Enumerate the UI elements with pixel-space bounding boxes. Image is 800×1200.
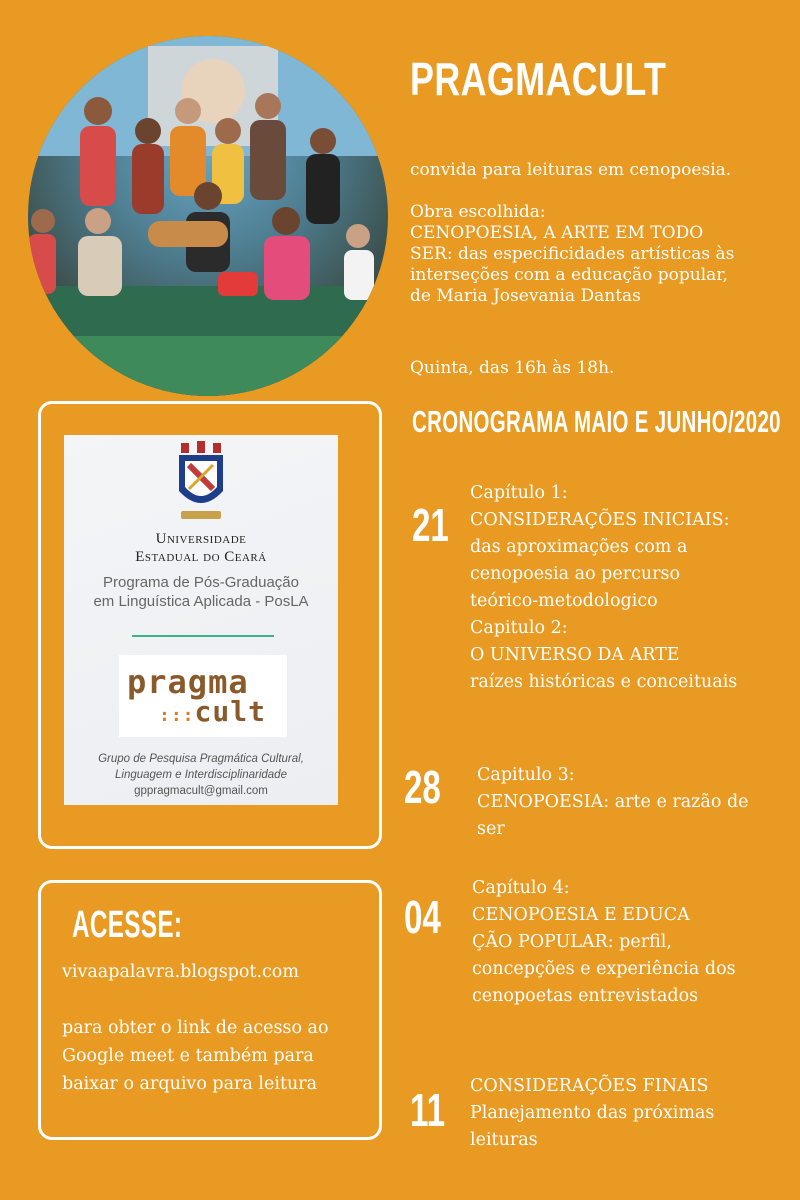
entry-line: CENOPOESIA E EDUCA: [472, 905, 690, 925]
research-group-line1: Grupo de Pesquisa Pragmática Cultural,: [98, 753, 304, 765]
program-name-line1: Programa de Pós-Graduação: [103, 574, 299, 591]
schedule-entry: [472, 875, 792, 1010]
meeting-time: Quinta, das 16h às 18h.: [410, 358, 615, 378]
entry-line: leituras: [470, 1130, 538, 1150]
work-label: Obra escolhida:: [410, 202, 546, 222]
research-group-email: gppragmacult@gmail.com: [134, 785, 268, 797]
schedule-day: 04: [404, 891, 441, 943]
logo-word-cult: [159, 695, 266, 728]
entry-line: Capitulo 2:: [470, 618, 568, 638]
entry-line: das aproximações com a: [470, 537, 688, 557]
access-instructions: para obter o link de acesso ao Google meet e também para baixar o arquivo para leitura: [62, 1018, 329, 1094]
entry-line: cenopoesia ao percurso: [470, 564, 681, 584]
entry-line: Capitulo 3:: [477, 765, 575, 785]
work-line: CENOPOESIA, A ARTE EM TODO: [410, 223, 704, 243]
university-name-line1: Universidade: [155, 531, 247, 547]
work-line: interseções com a educação popular,: [410, 265, 728, 285]
invite-text: convida para leituras em cenopoesia.: [410, 160, 732, 180]
access-title: ACESSE:: [72, 904, 183, 946]
work-line: de Maria Josevania Dantas: [410, 286, 641, 306]
pragmacult-logo: [119, 655, 287, 737]
entry-line: Capítulo 1:: [470, 483, 568, 503]
schedule-entry: [477, 762, 797, 843]
logo-word-pragma: pragma: [127, 663, 249, 701]
university-crest-icon: [175, 441, 227, 527]
group-photo: [28, 36, 388, 396]
schedule-entry: [470, 1073, 790, 1154]
work-line: SER: das especificidades artísticas às: [410, 244, 735, 264]
entry-line: ÇÃO POPULAR: perfil,: [472, 932, 672, 952]
program-name-line2: em Linguística Aplicada - PosLA: [93, 593, 309, 610]
research-group-line2: Linguagem e Interdisciplinaridade: [115, 769, 287, 781]
group-photo-illustration: [28, 36, 388, 396]
schedule-title: CRONOGRAMA MAIO E JUNHO/2020: [412, 404, 781, 439]
entry-line: CONSIDERAÇÕES INICIAIS:: [470, 510, 730, 530]
access-body: [62, 958, 374, 1098]
intro-text: [410, 160, 790, 307]
entry-line: concepções e experiência dos: [472, 959, 736, 979]
blog-link[interactable]: vivaapalavra.blogspot.com: [62, 962, 299, 982]
entry-line: ser: [477, 819, 505, 839]
schedule-entry: [470, 480, 790, 696]
schedule-day: 21: [412, 499, 449, 551]
logo-cult-text: cult: [194, 695, 266, 728]
university-name-line2: Estadual do Ceará: [135, 549, 267, 565]
entry-line: CONSIDERAÇÕES FINAIS: [470, 1076, 709, 1096]
divider-line: [132, 635, 274, 637]
entry-line: teórico-metodologico: [470, 591, 658, 611]
entry-line: cenopoetas entrevistados: [472, 986, 699, 1006]
entry-line: CENOPOESIA: arte e razão de: [477, 792, 749, 812]
logo-dots: :::: [159, 705, 195, 726]
entry-line: Planejamento das próximas: [470, 1103, 715, 1123]
brand-title: PRAGMACULT: [410, 53, 667, 105]
schedule-day: 11: [410, 1084, 446, 1136]
entry-line: Capítulo 4:: [472, 878, 570, 898]
entry-line: O UNIVERSO DA ARTE: [470, 645, 680, 665]
schedule-day: 28: [404, 761, 441, 813]
university-logo-card: [64, 435, 338, 805]
entry-line: raízes históricas e conceituais: [470, 672, 738, 692]
